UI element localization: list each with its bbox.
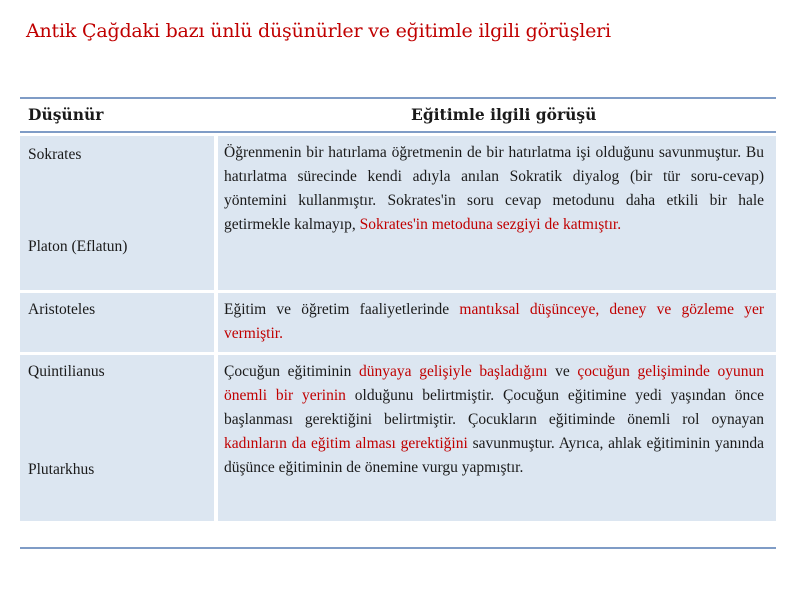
- thinker-quintilianus: Quintilianus: [28, 363, 105, 380]
- header-view: Eğitimle ilgili görüşü: [411, 105, 597, 124]
- view-highlight: mantıksal düşünceye, deney ve gözleme yer vermiştir.: [224, 301, 765, 342]
- aristoteles-view: [224, 298, 764, 346]
- view-plain: Eğitim ve öğretim faaliyetlerinde: [224, 301, 450, 318]
- view-plain: olduğunu belirtmiştir. Çocuğun eğitimine yedi yaşından önce başlanması gerektiğini belirtmiştir.: [224, 387, 765, 428]
- view-plain: Çocuğun eğitiminin: [224, 363, 352, 380]
- table-row: [20, 293, 776, 352]
- view-text: [224, 141, 764, 237]
- view-highlight: çocuğun gelişiminde oyunun önemli bir yerinin: [224, 363, 765, 404]
- view-plain: savunmuştur. Ayrıca, ahlak eğitiminin yanında düşünce eğitiminin de önemine vurgu yapmıştır.: [224, 435, 765, 476]
- table-header: [20, 97, 776, 133]
- thinkers-table: [20, 97, 776, 521]
- thinker-plutarkhus: Plutarkhus: [28, 461, 95, 478]
- platon-view-highlight: Sokrates'in metoduna sezgiyi de katmıştır.: [359, 216, 622, 233]
- platon-view: Sokrates'in soru cevap metodunu daha etkili bir hale getirmekle kalmayıp,: [224, 192, 765, 233]
- table-row: [20, 136, 776, 290]
- header-thinker: Düşünür: [28, 105, 104, 124]
- table-bottom-border: [20, 547, 776, 549]
- quintilianus-plutarkhus-view: [224, 360, 764, 480]
- table-row: [20, 355, 776, 521]
- page-title: Antik Çağdaki bazı ünlü düşünürler ve eğitimle ilgili görüşleri: [26, 20, 611, 42]
- thinker-sokrates: Sokrates: [28, 146, 82, 163]
- view-plain: Çocukların eğitiminde önemli rol oynayan: [468, 411, 765, 428]
- view-highlight: dünyaya gelişiyle başladığını: [359, 363, 548, 380]
- thinker-aristoteles: Aristoteles: [28, 301, 96, 318]
- view-plain: ve: [555, 363, 570, 380]
- view-highlight: kadınların da eğitim alması gerektiğini: [224, 435, 468, 452]
- sokrates-view: Öğrenmenin bir hatırlama öğretmenin de bir hatırlatma işi olduğunu savunmuştur. Bu hatırlatma sürecinde kendi adıyla anılan Sokratik diyalog (bir tür soru-cevap) yöntemini kullanmıştır.: [224, 144, 764, 209]
- thinker-platon: Platon (Eflatun): [28, 238, 128, 255]
